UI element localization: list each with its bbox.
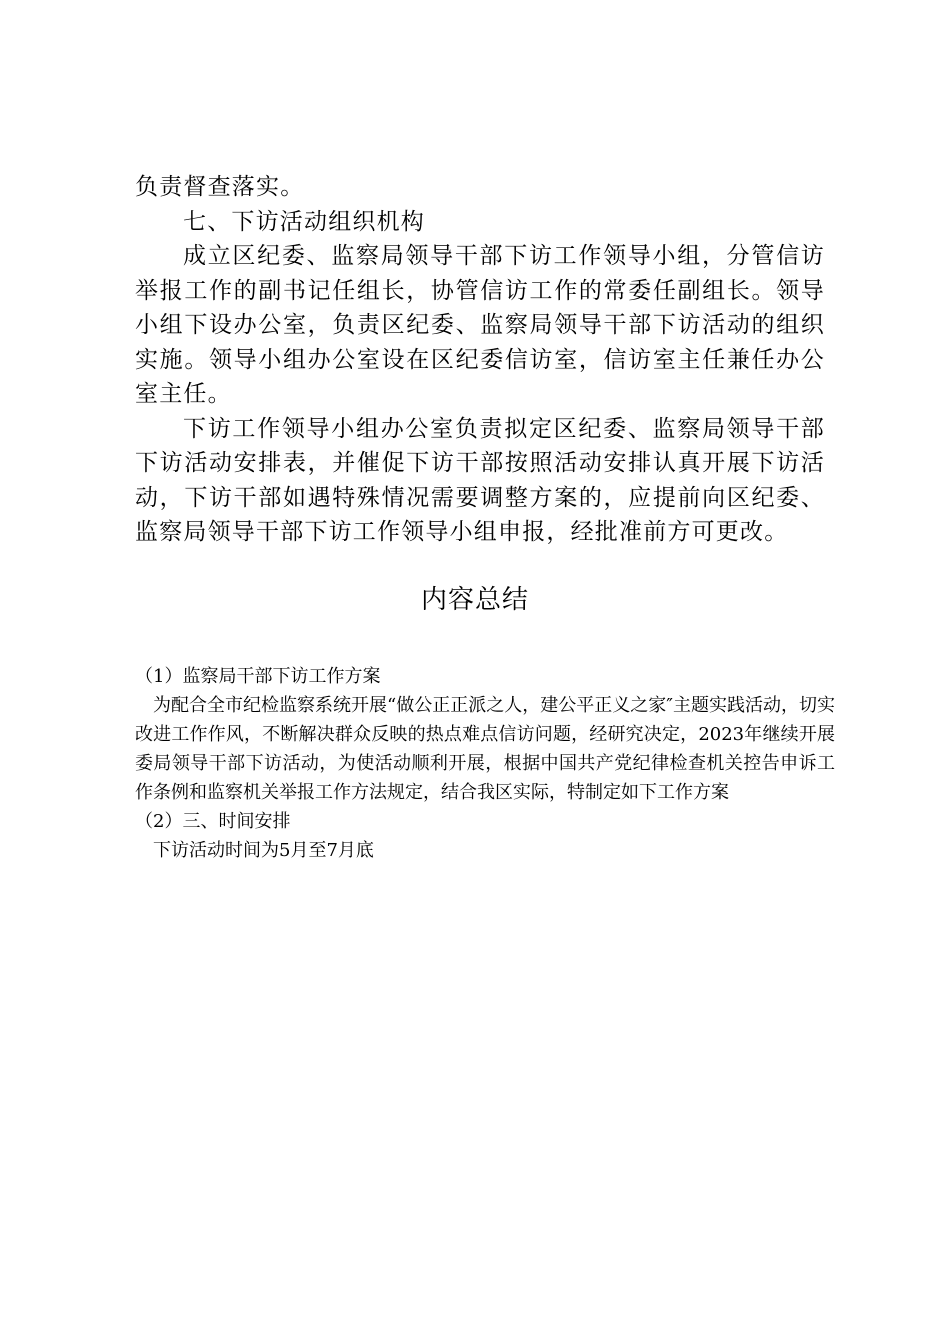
body-paragraph-2: 成立区纪委、监察局领导干部下访工作领导小组，分管信访举报工作的副书记任组长，协管信访工作的常委任副组长。领导小组下设办公室，负责区纪委、监察局领导干部下访活动的组织实施。领导小组办公室设在区纪委信访室，信访室主任兼任办公室主任。 [135,243,825,407]
document-body [135,170,825,550]
summary-item-1-body: 为配合全市纪检监察系统开展“做公正正派之人，建公平正义之家″主题实践活动，切实改进工作作风，不断解决群众反映的热点难点信访问题，经研究决定，2023年继续开展委局领导干部下访活动，为使活动顺利开展，根据中国共产党纪律检查机关控告申诉工作条例和监察机关举报工作方法规定，结合我区实际，特制定如下工作方案 [135,695,835,803]
body-paragraph-1: 负责督查落实。 [135,174,305,200]
summary-item-1-heading: （1）监察局干部下访工作方案 [135,666,381,687]
summary-item-2-heading: （2）三、时间安排 [135,811,291,832]
summary-title: 内容总结 [420,585,529,615]
summary-section [135,662,835,865]
summary-item-2-body: 下访活动时间为5月至7月底 [153,840,374,861]
body-paragraph-3: 下访工作领导小组办公室负责拟定区纪委、监察局领导干部下访活动安排表，并催促下访干部按照活动安排认真开展下访活动，下访干部如遇特殊情况需要调整方案的，应提前向区纪委、监察局领导干部下访工作领导小组申报，经批准前方可更改。 [135,415,825,545]
section-heading-organization: 七、下访活动组织机构 [183,208,425,235]
